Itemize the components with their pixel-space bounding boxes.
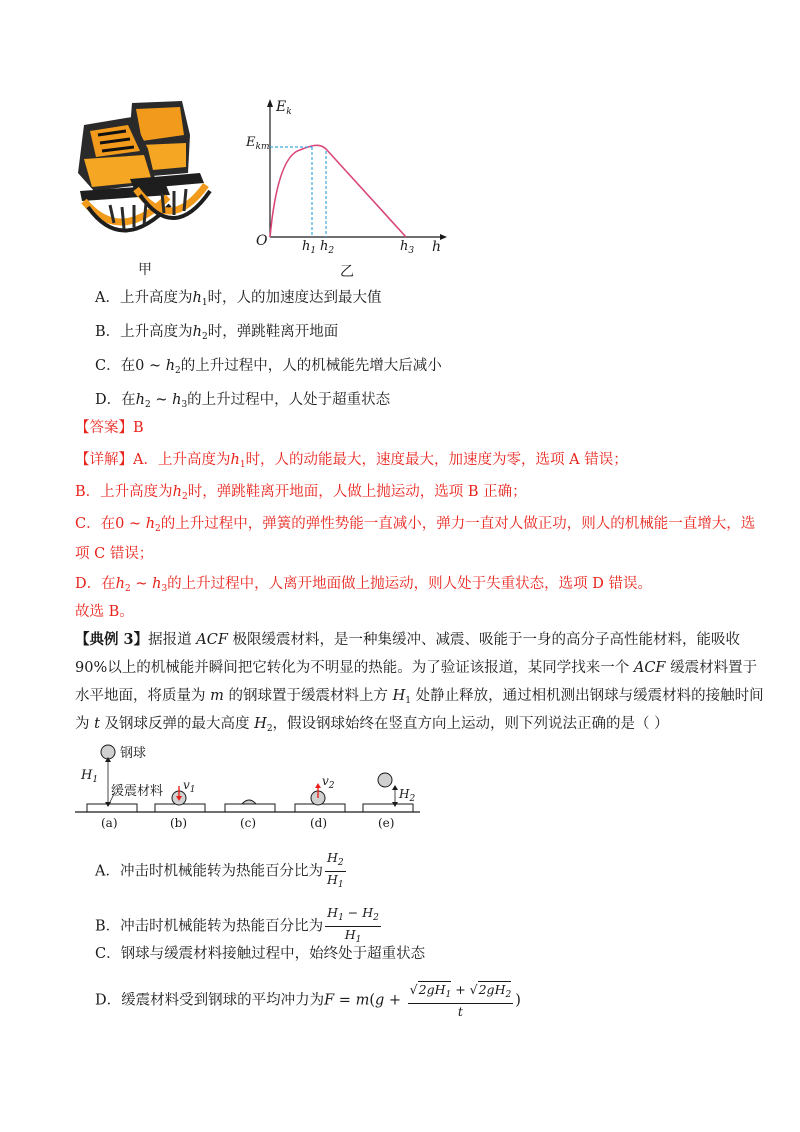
ex3-option-b: B．冲击时机械能转为热能百分比为 $\frac{H_1 - H_2}{H_1}$: [95, 905, 383, 948]
h1-label: $H_1$: [81, 768, 99, 785]
example3-label: 【典例 3】: [75, 631, 149, 648]
example3-line2: 90%以上的机械能并瞬间把它转化为不明显的热能。为了验证该报道，某同学找来一个 ACF 缓震材料置于: [75, 660, 758, 676]
detail-conclusion: 故选 B。: [75, 604, 134, 620]
panel-c-label: (c): [240, 816, 257, 830]
graph-caption: 乙: [340, 264, 354, 280]
jump-shoe-image: [70, 95, 220, 255]
tick-h1: $h_1$: [302, 239, 317, 256]
fraction-h2-h1: $\frac{H_2}{H_1}$: [326, 850, 344, 890]
h2-label: $H_2$: [399, 787, 416, 804]
peak-label: $E_{km}$: [246, 135, 270, 152]
panel-a-label: (a): [101, 816, 118, 830]
detail-b: B．上升高度为$h_2$时，弹跳鞋离开地面，人做上抛运动，选项 B 正确；: [75, 484, 527, 502]
detail-c-cont: 项 C 错误；: [75, 546, 154, 562]
ex3-option-d: D．缓震材料受到钢球的平均冲力为F = m(g + $\frac{√2gH_1 + √2gH_2}{t}$ ): [95, 982, 521, 1019]
detail-c: C．在0 ~ $h_2$的上升过程中，弹簧的弹性势能一直减小，弹力一直对人做正功，则人的机械能一直增大，选: [75, 516, 756, 534]
answer-label: 【答案】B: [75, 420, 144, 436]
option-b: B．上升高度为$h_2$时，弹跳鞋离开地面: [95, 324, 339, 342]
panel-e-label: (e): [378, 816, 395, 830]
tick-h2: $h_2$: [320, 239, 335, 256]
v1-label: $v_1$: [183, 778, 196, 795]
detail-a: 【详解】A．上升高度为$h_1$时，人的动能最大，速度最大，加速度为零，选项 A 错误；: [75, 452, 628, 470]
ek-h-graph: [240, 95, 450, 280]
option-d: D．在$h_2$ ~ $h_3$的上升过程中，人处于超重状态: [95, 392, 391, 410]
x-axis-label: h: [432, 239, 442, 255]
example3-line1: 【典例 3】据报道 ACF 极限缓震材料，是一种集缓冲、减震、吸能于一身的高分子高性能材料，能吸收: [75, 631, 740, 648]
material-label: 缓震材料: [111, 784, 164, 799]
ex3-option-a: A．冲击时机械能转为热能百分比为 $\frac{H_2}{H_1}$: [95, 850, 348, 893]
panel-b-label: (b): [170, 816, 188, 830]
example3-line4: 为 t 及钢球反弹的最大高度 $H_2$，假设钢球始终在竖直方向上运动，则下列说法正确的是（ ）: [75, 716, 669, 734]
ek-curve: [270, 145, 406, 237]
detail-d: D．在$h_2$ ~ $h_3$的上升过程中，人离开地面做上抛运动，则人处于失重状态，选项 D 错误。: [75, 576, 653, 594]
example3-line3: 水平地面，将质量为 m 的钢球置于缓震材料上方 $H_1$ 处静止释放，通过相机测出钢球与缓震材料的接触时间: [75, 688, 764, 706]
ball-experiment-figure: [75, 740, 425, 835]
ex3-option-c: C．钢球与缓震材料接触过程中，始终处于超重状态: [95, 946, 426, 962]
option-c: C．在0 ~ $h_2$的上升过程中，人的机械能先增大后减小: [95, 358, 442, 376]
shoe-caption: 甲: [138, 262, 152, 278]
ball-label: 钢球: [120, 746, 147, 761]
panel-d-label: (d): [310, 816, 328, 830]
impulse-fraction: $\frac{√2gH_1 + √2gH_2}{t}$: [409, 982, 512, 1019]
v2-label: $v_2$: [322, 774, 335, 791]
tick-h3: $h_3$: [400, 239, 415, 256]
fraction-diff-h1: $\frac{H_1 - H_2}{H_1}$: [327, 905, 379, 945]
y-axis-label: $E_k$: [276, 99, 292, 117]
option-a: A．上升高度为$h_1$时，人的加速度达到最大值: [95, 290, 382, 308]
origin-label: O: [256, 233, 268, 249]
